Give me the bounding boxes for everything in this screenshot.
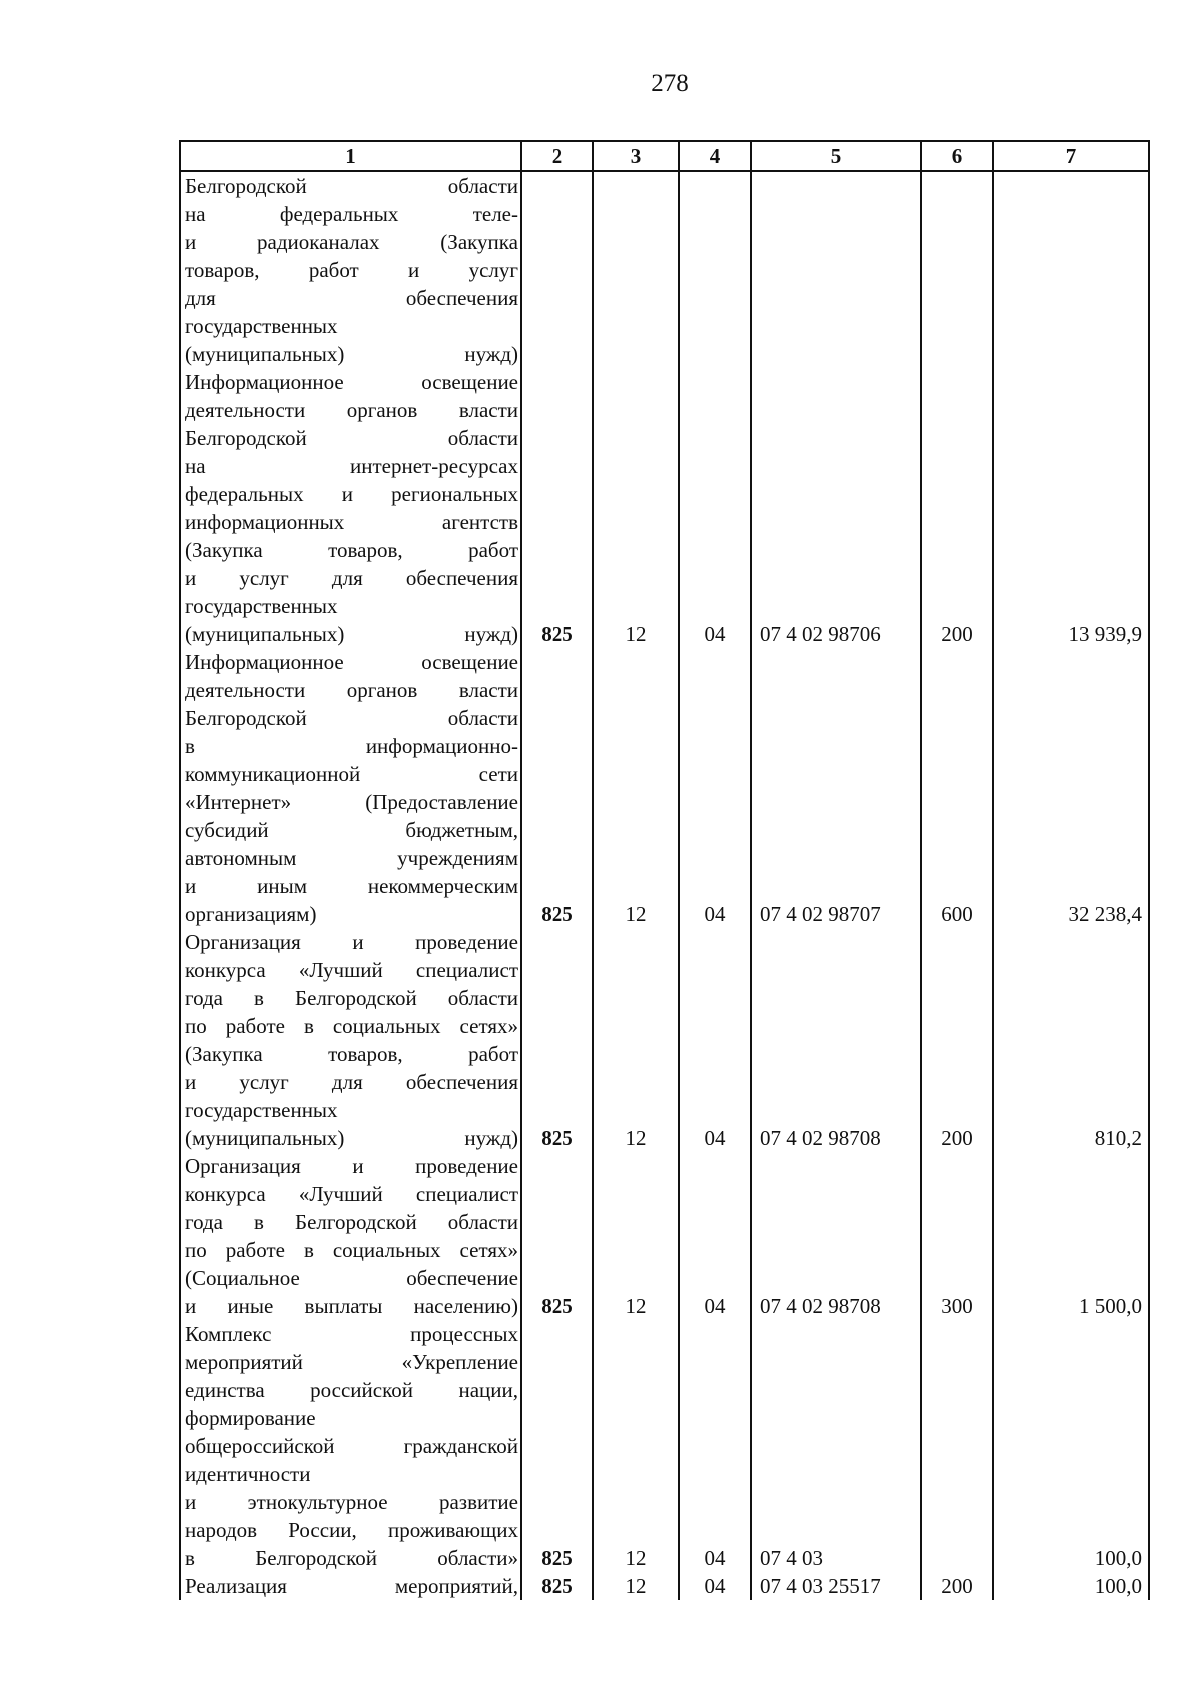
table-body (180, 171, 1149, 1600)
row-description (180, 171, 521, 368)
cell-amount: 1 500,0 (993, 1152, 1149, 1320)
cell-section: 12 (593, 1320, 679, 1572)
table-row (180, 928, 1149, 1152)
description-line: государственных (185, 1098, 338, 1122)
description-line: в информационно- (185, 734, 518, 758)
description-line: Информационное освещение (185, 370, 518, 394)
column-header: 2 (521, 141, 593, 171)
description-line: конкурса «Лучший специалист (185, 1182, 518, 1206)
description-line: народов России, проживающих (185, 1518, 518, 1542)
description-line: федеральных и региональных (185, 482, 518, 506)
cell-amount: 810,2 (993, 928, 1149, 1152)
cell-section: 12 (593, 928, 679, 1152)
description-line: (муниципальных) нужд) (185, 342, 518, 366)
cell-chapter-code: 825 (521, 368, 593, 648)
cell-expense-type: 300 (921, 1152, 993, 1320)
cell-target-article: 07 4 03 25517 (751, 1572, 921, 1600)
description-line: мероприятий «Укрепление (185, 1350, 518, 1374)
description-line: Комплекс процессных (185, 1322, 518, 1346)
table-row (180, 1320, 1149, 1572)
description-line: организациям) (185, 902, 317, 926)
table-row (180, 1152, 1149, 1320)
description-line: и иные выплаты населению) (185, 1294, 518, 1318)
table-row (180, 1572, 1149, 1600)
description-line: товаров, работ и услуг (185, 258, 518, 282)
column-header: 1 (180, 141, 521, 171)
cell-amount: 32 238,4 (993, 648, 1149, 928)
row-description (180, 1320, 521, 1572)
cell-target-article: 07 4 02 98708 (751, 928, 921, 1152)
description-line: единства российской нации, (185, 1378, 518, 1402)
description-line: года в Белгородской области (185, 1210, 518, 1234)
cell-chapter-code: 825 (521, 1572, 593, 1600)
table-row (180, 171, 1149, 368)
cell-amount: 13 939,9 (993, 368, 1149, 648)
cell-subsection: 04 (679, 1320, 751, 1572)
description-line: государственных (185, 314, 338, 338)
column-header: 5 (751, 141, 921, 171)
description-line: информационных агентств (185, 510, 518, 534)
description-line: и этнокультурное развитие (185, 1490, 518, 1514)
description-line: деятельности органов власти (185, 398, 518, 422)
cell-target-article: 07 4 03 (751, 1320, 921, 1572)
page-number: 278 (651, 70, 689, 97)
cell-expense-type: 200 (921, 368, 993, 648)
description-line: формирование (185, 1406, 316, 1430)
row-description (180, 648, 521, 928)
description-line: коммуникационной сети (185, 762, 518, 786)
cell-amount (993, 171, 1149, 368)
description-line: «Интернет» (Предоставление (185, 790, 518, 814)
cell-expense-type: 200 (921, 1572, 993, 1600)
table-row (180, 368, 1149, 648)
description-line: Реализация мероприятий, (185, 1574, 518, 1598)
description-line: на интернет-ресурсах (185, 454, 518, 478)
description-line: деятельности органов власти (185, 678, 518, 702)
cell-chapter-code: 825 (521, 928, 593, 1152)
cell-target-article (751, 171, 921, 368)
header-row (180, 141, 1149, 171)
description-line: по работе в социальных сетях» (185, 1238, 518, 1262)
cell-section: 12 (593, 648, 679, 928)
cell-chapter-code: 825 (521, 648, 593, 928)
description-line: государственных (185, 594, 338, 618)
budget-table (179, 140, 1150, 1600)
row-description (180, 928, 521, 1152)
cell-section (593, 171, 679, 368)
description-line: конкурса «Лучший специалист (185, 958, 518, 982)
cell-section: 12 (593, 368, 679, 648)
description-line: (Закупка товаров, работ (185, 1042, 518, 1066)
description-line: общероссийской гражданской (185, 1434, 518, 1458)
cell-subsection: 04 (679, 1152, 751, 1320)
cell-expense-type (921, 171, 993, 368)
cell-expense-type: 600 (921, 648, 993, 928)
description-line: Информационное освещение (185, 650, 518, 674)
row-description (180, 1152, 521, 1320)
description-line: на федеральных теле- (185, 202, 518, 226)
cell-amount: 100,0 (993, 1320, 1149, 1572)
description-line: Организация и проведение (185, 1154, 518, 1178)
cell-subsection: 04 (679, 648, 751, 928)
cell-target-article: 07 4 02 98708 (751, 1152, 921, 1320)
cell-target-article: 07 4 02 98707 (751, 648, 921, 928)
cell-chapter-code: 825 (521, 1152, 593, 1320)
description-line: субсидий бюджетным, (185, 818, 518, 842)
cell-subsection: 04 (679, 368, 751, 648)
description-line: года в Белгородской области (185, 986, 518, 1010)
description-line: для обеспечения (185, 286, 518, 310)
cell-amount: 100,0 (993, 1572, 1149, 1600)
description-line: (Закупка товаров, работ (185, 538, 518, 562)
column-header: 7 (993, 141, 1149, 171)
column-header: 6 (921, 141, 993, 171)
description-line: и услуг для обеспечения (185, 1070, 518, 1094)
cell-section: 12 (593, 1572, 679, 1600)
column-header: 3 (593, 141, 679, 171)
description-line: (Социальное обеспечение (185, 1266, 518, 1290)
description-line: (муниципальных) нужд) (185, 622, 518, 646)
description-line: в Белгородской области» (185, 1546, 518, 1570)
table-row (180, 648, 1149, 928)
row-description (180, 1572, 521, 1600)
description-line: и радиоканалах (Закупка (185, 230, 518, 254)
description-line: и услуг для обеспечения (185, 566, 518, 590)
description-line: Белгородской области (185, 426, 518, 450)
cell-chapter-code: 825 (521, 1320, 593, 1572)
description-line: Белгородской области (185, 706, 518, 730)
cell-target-article: 07 4 02 98706 (751, 368, 921, 648)
description-line: автономным учреждениям (185, 846, 518, 870)
description-line: идентичности (185, 1462, 311, 1486)
cell-subsection: 04 (679, 1572, 751, 1600)
cell-expense-type: 200 (921, 928, 993, 1152)
column-header: 4 (679, 141, 751, 171)
cell-subsection: 04 (679, 928, 751, 1152)
cell-section: 12 (593, 1152, 679, 1320)
description-line: по работе в социальных сетях» (185, 1014, 518, 1038)
row-description (180, 368, 521, 648)
cell-expense-type (921, 1320, 993, 1572)
cell-chapter-code (521, 171, 593, 368)
description-line: Белгородской области (185, 174, 518, 198)
description-line: и иным некоммерческим (185, 874, 518, 898)
description-line: (муниципальных) нужд) (185, 1126, 518, 1150)
cell-subsection (679, 171, 751, 368)
description-line: Организация и проведение (185, 930, 518, 954)
